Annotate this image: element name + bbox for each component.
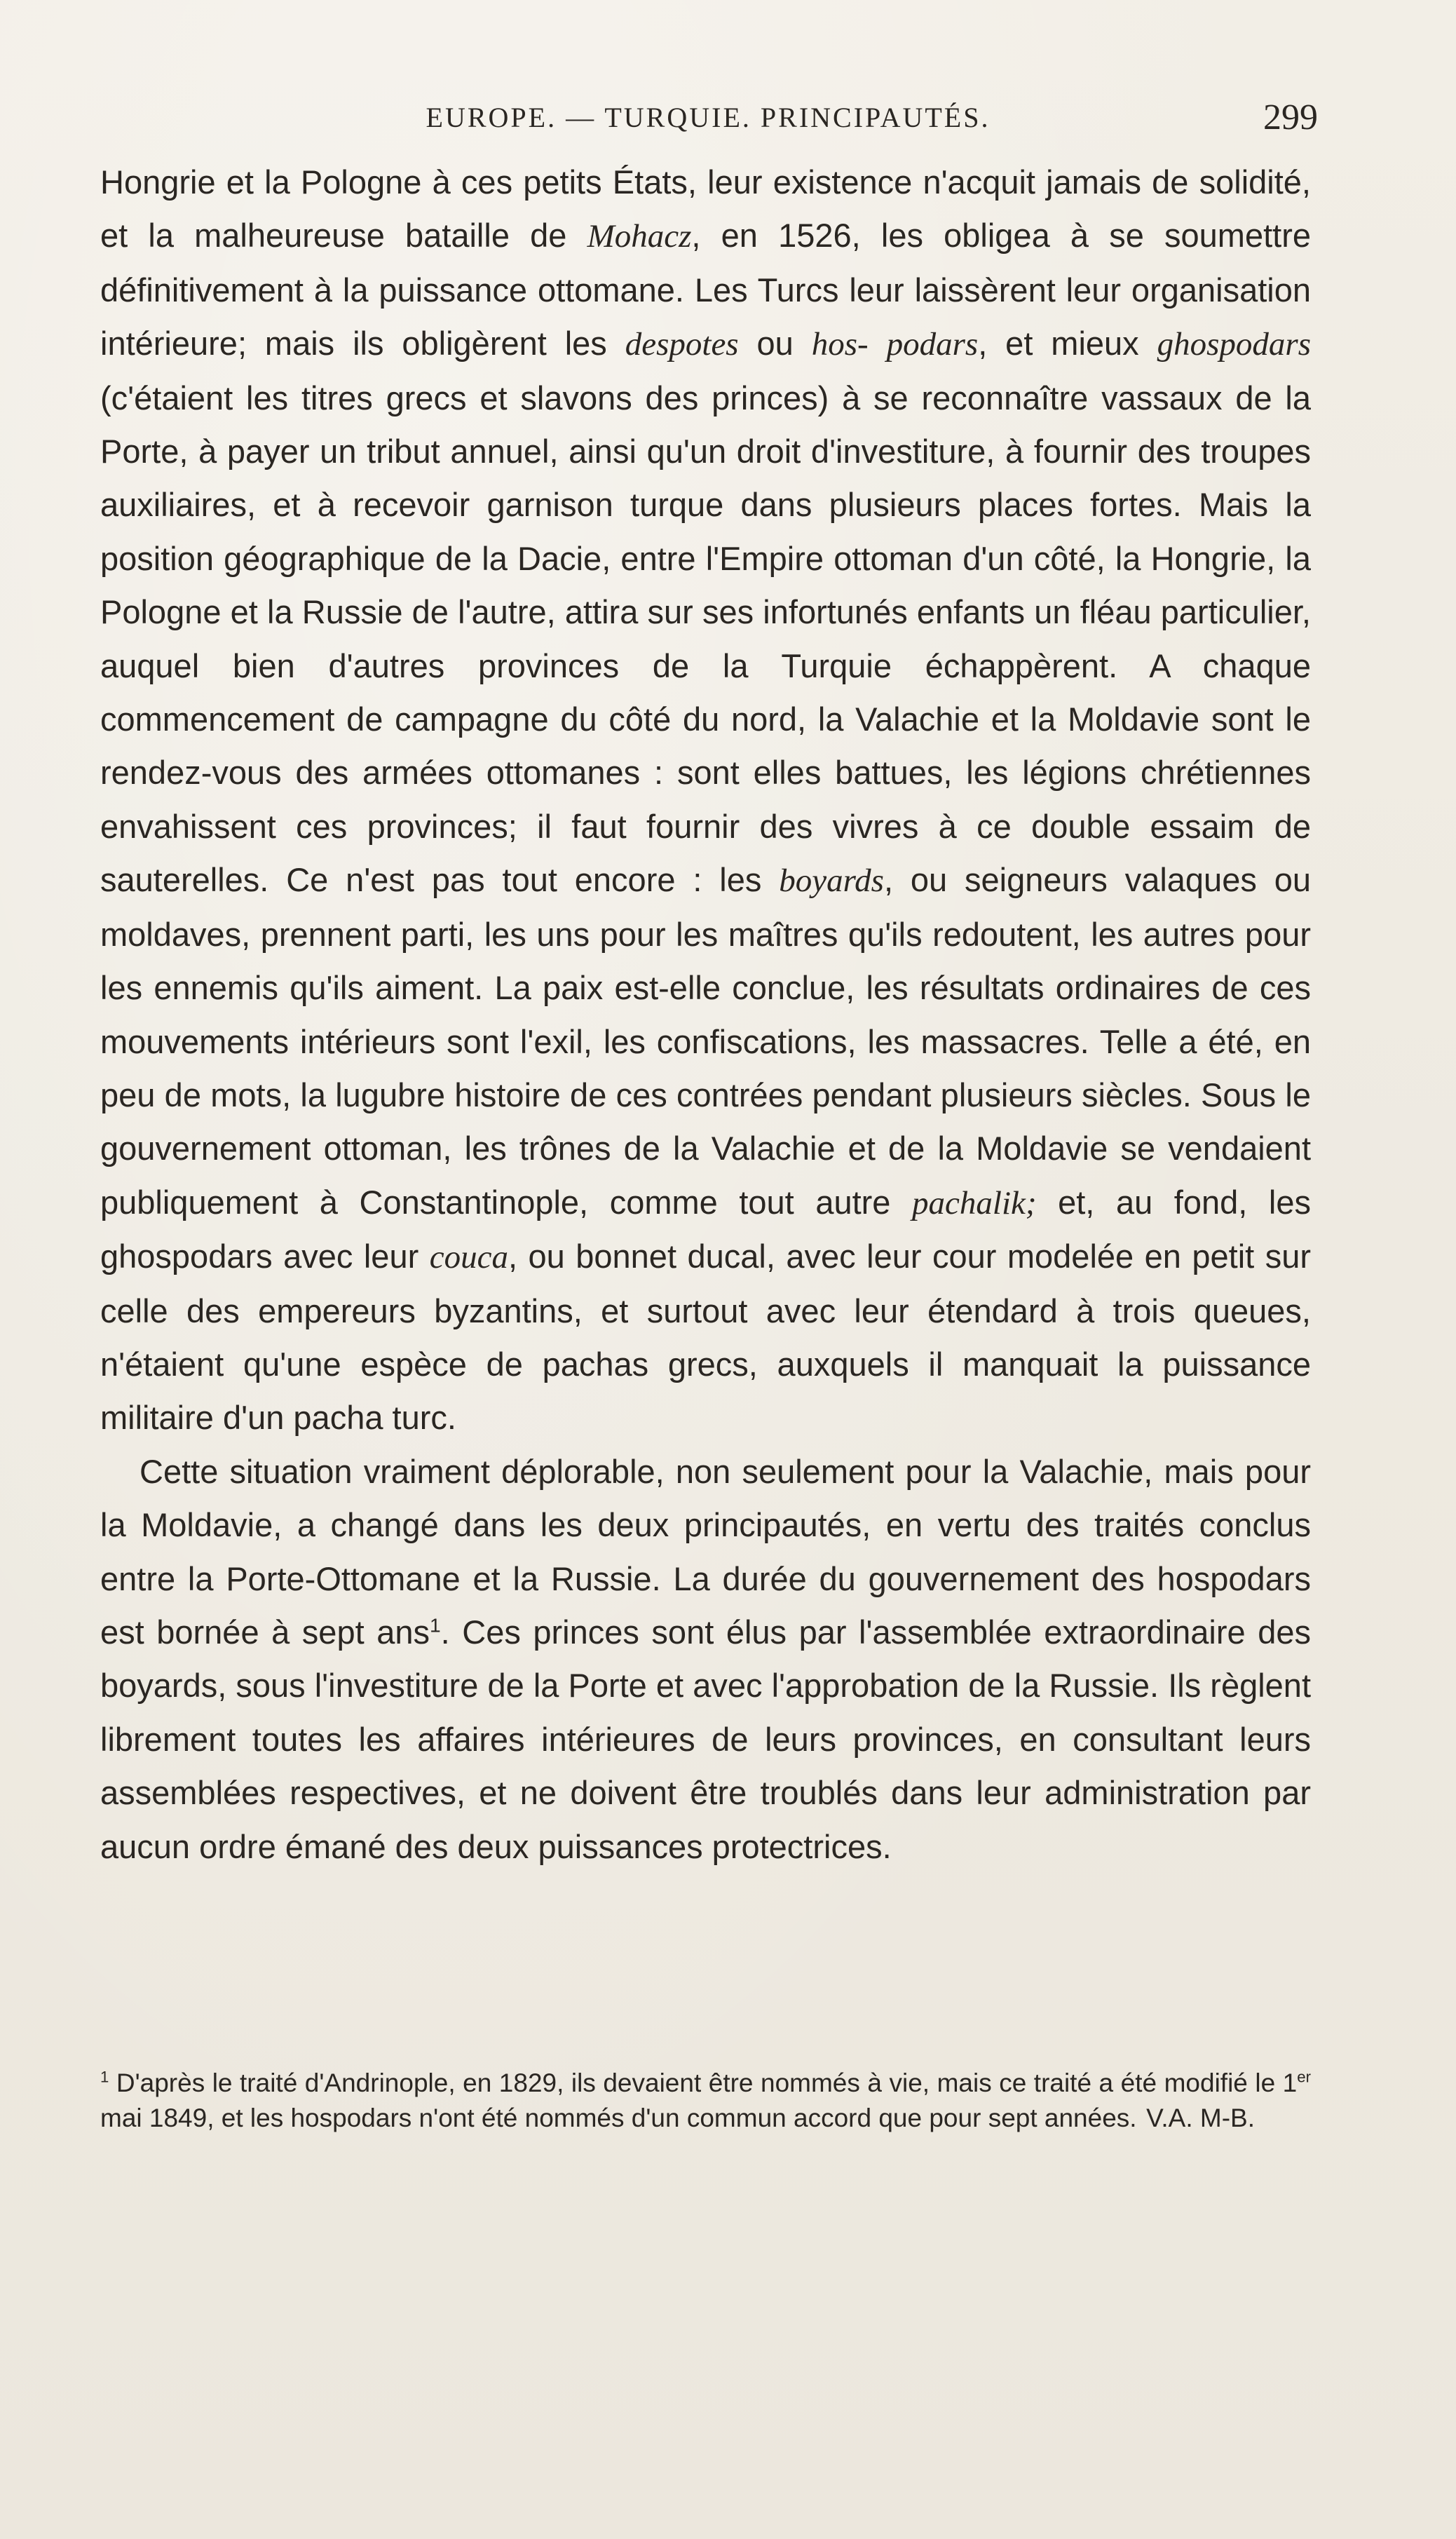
- text-run: . Ces princes sont élus par l'assemblée extraordinaire des boyards, sous l'investiture de la Porte et avec l'approbation de la Russie. Ils règlent librement toutes les affaires intérieures de leurs provinces, en consultant leurs assemblées respectives, et ne doivent être troublés dans leur administration par aucun ordre émané des deux puissances protectrices.: [100, 1613, 1311, 1865]
- text-run: (c'étaient les titres grecs et slavons des princes) à se reconnaître vassaux de la Porte, à payer un tribut annuel, ainsi qu'un droit d'investiture, à fournir des troupes auxiliaires, et à recevoir garnison turque dans plusieurs places fortes. Mais la position géographique de la Dacie, entre l'Empire ottoman d'un côté, la Hongrie, la Pologne et la Russie de l'autre, attira sur ses infortunés enfants un fléau particulier, auquel bien d'autres provinces de la Turquie échappèrent. A chaque commencement de campagne du côté du nord, la Valachie et la Moldavie sont le rendez-vous des armées ottomanes : sont elles battues, les légions chrétiennes envahissent ces provinces; il faut fournir des vivres à ce double essaim de sauterelles. Ce n'est pas tout encore : les: [100, 379, 1311, 899]
- footnote-text: mai 1849, et les hospodars n'ont été nommés d'un commun accord que pour sept années.: [100, 2104, 1137, 2132]
- italic-term: pachalik;: [912, 1184, 1037, 1221]
- text-run: , ou bonnet ducal, avec leur cour modelée en petit sur celle des empereurs byzantins, et surtout avec leur étendard à trois queues, n'étaient qu'une espèce de pachas grecs, auxquels il manquait la puissance militaire d'un pacha turc.: [100, 1238, 1311, 1437]
- footnote-reference[interactable]: 1: [429, 1613, 441, 1637]
- page-number: 299: [1263, 97, 1318, 137]
- running-title: EUROPE. — TURQUIE. PRINCIPAUTÉS.: [426, 102, 991, 133]
- body-text: [100, 156, 1311, 1874]
- text-run: Cette situation vraiment déplorable, non seulement pour la Valachie, mais pour la Moldavie, a changé dans les deux principautés, en vertu des traités conclus entre la Porte-Ottomane et la Russie. La durée du gouvernement des hospodars est bornée à sept ans: [100, 1452, 1311, 1651]
- text-run: , et mieux: [978, 325, 1157, 363]
- italic-term: boyards: [779, 862, 884, 900]
- footnote-marker: 1: [100, 2068, 109, 2086]
- italic-term: despotes: [625, 326, 739, 363]
- italic-term: couca: [429, 1239, 508, 1276]
- paragraph-2: [100, 1445, 1311, 1874]
- italic-term: ghospodars: [1157, 326, 1311, 363]
- italic-term: Mohacz: [587, 218, 692, 255]
- text-run: ou: [738, 325, 812, 363]
- footnote-text: D'après le traité d'Andrinople, en 1829, ils devaient être nommés à vie, mais ce traité a été modifié le 1: [109, 2069, 1298, 2097]
- text-run: Hongrie et la Pologne à ces petits États, leur existence n'acquit jamais de solidité, et la malheureuse bataille de: [100, 163, 1311, 255]
- running-head: [105, 97, 1318, 139]
- footnote-signature: V.A. M-B.: [1146, 2104, 1255, 2132]
- footnote: [100, 2066, 1311, 2136]
- text-run: et, au fond, les ghospodars avec leur: [100, 1183, 1311, 1275]
- italic-term: hos-: [811, 326, 869, 363]
- paragraph-1: [100, 156, 1311, 1445]
- text-run: , ou seigneurs valaques ou moldaves, prennent parti, les uns pour les maîtres qu'ils redoutent, les autres pour les ennemis qu'ils aiment. La paix est-elle conclue, les résultats ordinaires de ces mouvements intérieurs sont l'exil, les confiscations, les massacres. Telle a été, en peu de mots, la lugubre histoire de ces contrées pendant plusieurs siècles. Sous le gouvernement ottoman, les trônes de la Valachie et de la Moldavie se vendaient publiquement à Constantinople, comme tout autre: [100, 861, 1311, 1221]
- italic-term: podars: [886, 326, 979, 363]
- text-run: , en 1526, les obligea à se soumettre définitivement à la puissance ottomane. Les Turcs leur laissèrent leur organisation intérieure; mais ils obligèrent les: [100, 217, 1311, 363]
- footnote-superscript: er: [1297, 2068, 1311, 2086]
